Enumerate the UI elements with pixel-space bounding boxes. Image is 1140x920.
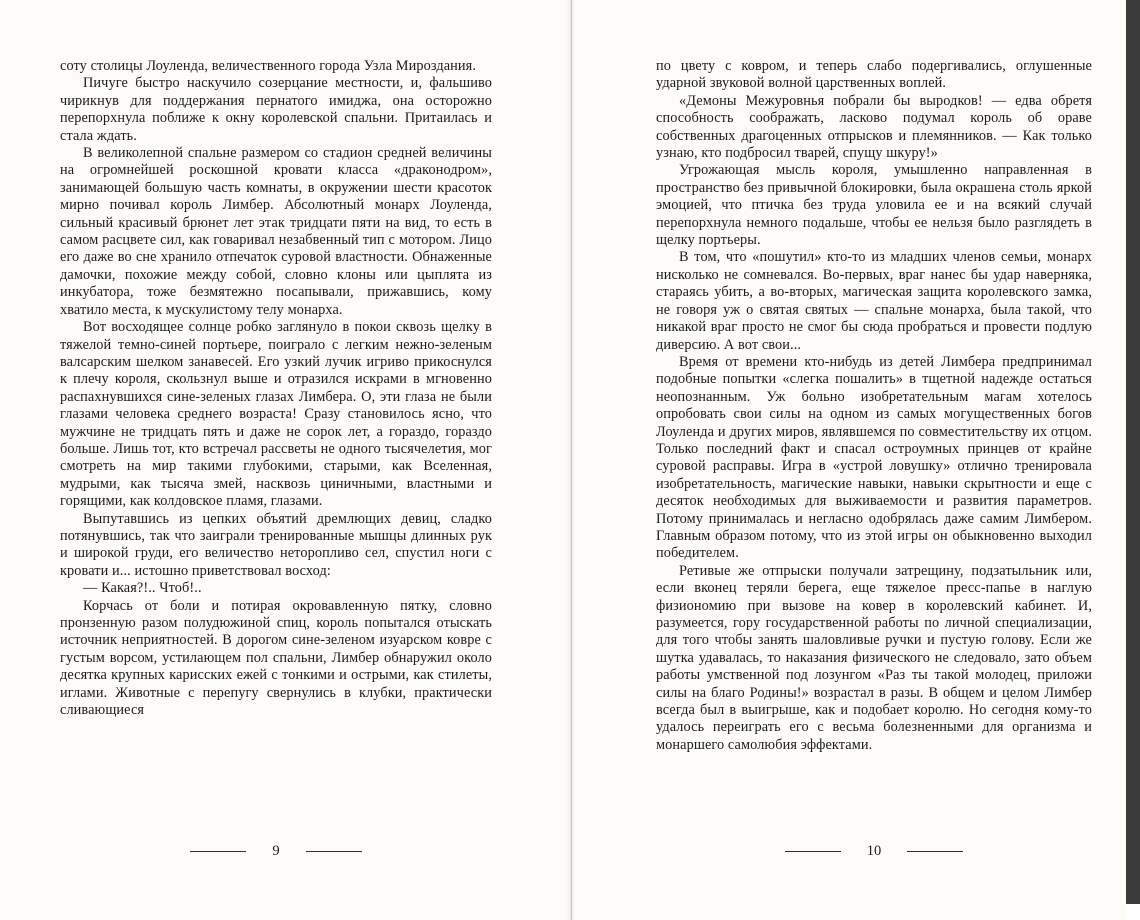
scrollbar-thumb[interactable] [1126,904,1140,920]
scrollbar-track[interactable] [1126,0,1140,920]
paragraph: Ретивые же отпрыски получали затрещину, подзатыльник или, если вконец теряли берега, еще тяжелое пресс-папье в наглую физиономию при вызове на ковер в королевский кабинет. И, разумеется, гору государственной работы по личной специализации, для того чтобы занять шаловливые ручки и пустую голову. Если же шутка удавалась, то наказания физического не следовало, зато объем работы умственной под лозунгом «Раз ты такой молодец, приложи силы на благо Родины!» возрастал в разы. В общем и целом Лимбер всегда был в выигрыше, как и подобает королю. Но сегодня кому-то удалось переиграть его с весьма болезненными для организма и монаршего самолюбия эффектами. [656,562,1092,753]
footer-rule-right [907,851,963,853]
footer-rule-left [190,851,246,853]
book-page-left [60,58,492,882]
paragraph: В великолепной спальне размером со стадион средней величины на огромнейшей роскошной кровати класса «драконодром», занимающей большую часть комнаты, в окружении шести красоток мирно почивал король Лимбер. Абсолютный монарх Лоуленда, сильный красивый брюнет лет этак тридцати пяти на вид, то есть в самом расцвете сил, как говаривал незабвенный тип с мотором. Лицо его даже во сне хранило отпечаток суровой властности. Обнаженные дамочки, похожие между собой, словно клоны или цыплята из инкубатора, тоже безмятежно посапывали, прижавшись, кому хватило места, к мускулистому телу монарха. [60,145,492,318]
footer-rule-left [785,851,841,853]
book-page-right [656,58,1092,882]
paragraph: соту столицы Лоуленда, величественного города Узла Мироздания. [60,58,477,74]
paragraph: по цвету с ковром, и теперь слабо подергивались, оглушенные ударной звуковой волной царственных воплей. [656,58,1092,92]
page-number-left: 9 [272,843,280,859]
page-left-text [60,58,492,719]
paragraph: В том, что «пошутил» кто-то из младших членов семьи, монарх нисколько не сомневался. Во-первых, враг нанес бы удар наверняка, стараясь убить, а во-вторых, магическая защита королевского замка, не говоря уж о святая святых — спальне монарха, была такой, что никакой враг просто не смог бы сюда пробраться и провести подлую диверсию. А вот свои... [656,249,1092,353]
paragraph: Корчась от боли и потирая окровавленную пятку, словно пронзенную разом полудюжиной спиц, король попытался отыскать источник неприятностей. В дорогом сине-зеленом изуарском ковре с густым ворсом, устилающем пол спальни, Лимбер обнаружил около десятка крупных карисских ежей с тонкими и острыми, как стилеты, иглами. Животные с перепугу свернулись в клубки, практически сливающиеся [60,597,492,719]
paragraph: Вот восходящее солнце робко заглянуло в покои сквозь щелку в тяжелой темно-синей портьере, поиграло с легким нежно-зеленым валсарским шелком занавесей. Его узкий лучик игриво прикоснулся к плечу короля, скользнул выше и отразился искрами в мгновенно распахнувшихся сине-зеленых глазах Лимбера. О, эти глаза не были глазами человека среднего возраста! Сразу становилось ясно, что мужчине не тридцать пять и даже не сорок лет, а гораздо, гораздо больше. Лишь тот, кто встречал рассветы не одного тысячелетия, мог смотреть на мир такими глубокими, старыми, как Вселенная, мудрыми, как тысяча змей, насквозь циничными, властными и горящими, как колдовское пламя, глазами. [60,319,492,510]
page-left-footer [60,843,492,860]
page-right-text [656,58,1092,754]
page-gutter-divider [566,0,576,920]
paragraph: — Какая?!.. Чтоб!.. [83,580,202,597]
page-number-right: 10 [866,843,882,859]
paragraph: Пичуге быстро наскучило созерцание местности, и, фальшиво чирикнув для поддержания пернатого имиджа, она осторожно перепорхнула поближе к окну королевской спальни. Притаилась и стала ждать. [60,75,492,144]
footer-rule-right [306,851,362,853]
paragraph: Время от времени кто-нибудь из детей Лимбера предпринимал подобные попытки «слегка пошалить» в тщетной надежде остаться неопознанным. Уж больно изобретательным магам хотелось опробовать свои силы на одном из самых могущественных богов Лоуленда и других миров, являвшемся по совместительству их отцом. Только последний факт и спасал остроумных принцев от крайне суровой расправы. Игра в «устрой ловушку» отлично тренировала изобретательность, магические навыки, навыки скрытности и еще с десяток необходимых для выживаемости и развития параметров. Потому принималась и негласно одобрялась даже самим Лимбером. Главным образом потому, что из этой игры он обыкновенно выходил победителем. [656,353,1092,562]
page-right-footer [656,843,1092,860]
paragraph: Выпутавшись из цепких объятий дремлющих девиц, сладко потянувшись, так что заиграли тренированные мышцы длинных рук и широкой груди, его величество неторопливо сел, спустил ноги с кровати и... истошно приветствовал восход: [60,510,492,579]
paragraph: «Демоны Межуровнья побрали бы выродков! — едва обретя способность соображать, ласково подумал король об ораве собственных драгоценных отпрысков и племянников. — Как только узнаю, кто подбросил тварей, спущу шкуру!» [656,92,1092,162]
paragraph: Угрожающая мысль короля, умышленно направленная в пространство без привычной блокировки, была окрашена столь яркой эмоцией, что птичка без труда уловила ее и на всякий случай перепорхнула немного подальше, чтобы ее нельзя было разглядеть в щелку портьеры. [656,162,1092,249]
